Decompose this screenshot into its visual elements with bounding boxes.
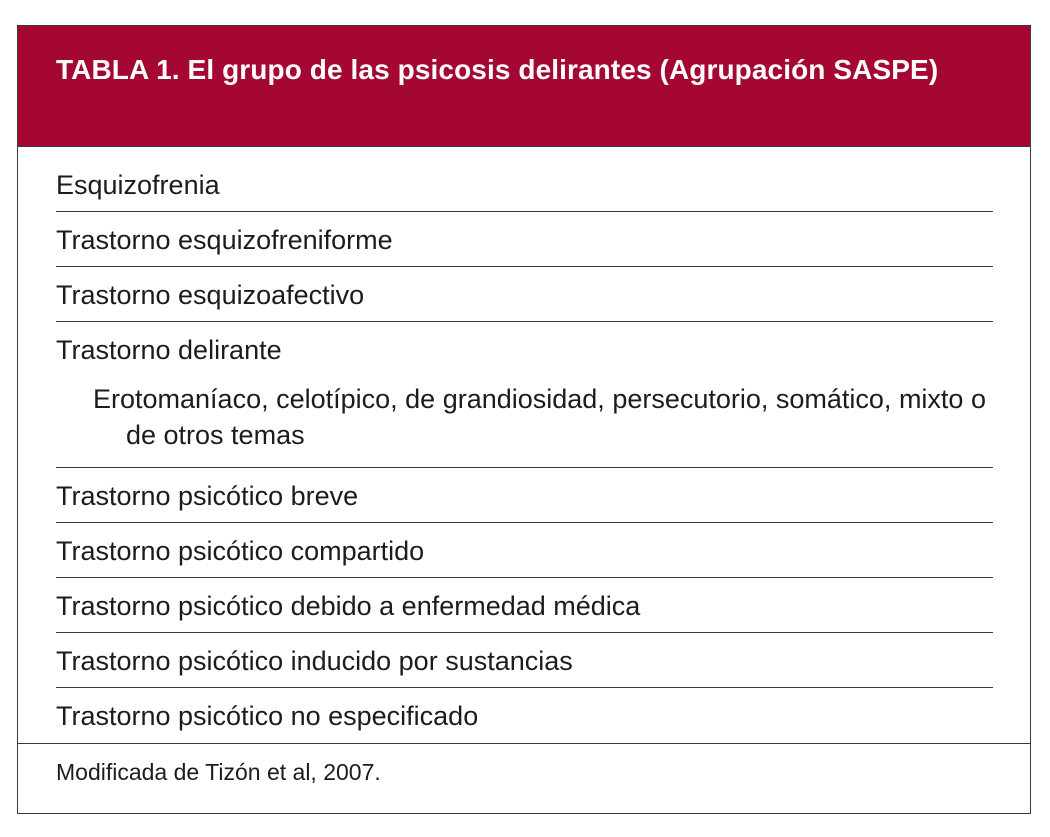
table-title: TABLA 1. El grupo de las psicosis delirantes (Agrupación SASPE) [56,54,939,85]
table-row: Trastorno psicótico compartido [56,523,993,578]
table-row: Trastorno esquizofreniforme [56,212,993,267]
table-row: Trastorno delirante [56,335,282,365]
table-row: Trastorno psicótico debido a enfermedad médica [56,578,993,633]
table-rows [56,157,993,743]
table-subrow-text: Erotomaníaco, celotípico, de grandiosidad, persecutorio, somático, mixto o de otros temas [93,384,986,450]
table-row: Trastorno esquizoafectivo [56,267,993,322]
table-footnote: Modificada de Tizón et al, 2007. [56,759,381,785]
table-row: Trastorno psicótico inducido por sustancias [56,633,993,688]
table-header [18,26,1030,147]
table-panel [17,25,1031,814]
table-row: Trastorno psicótico breve [56,468,993,523]
table-subrow [56,377,993,468]
footer-divider [18,743,1030,744]
table-row: Trastorno psicótico no especificado [56,701,479,731]
table-row: Esquizofrenia [56,157,993,212]
